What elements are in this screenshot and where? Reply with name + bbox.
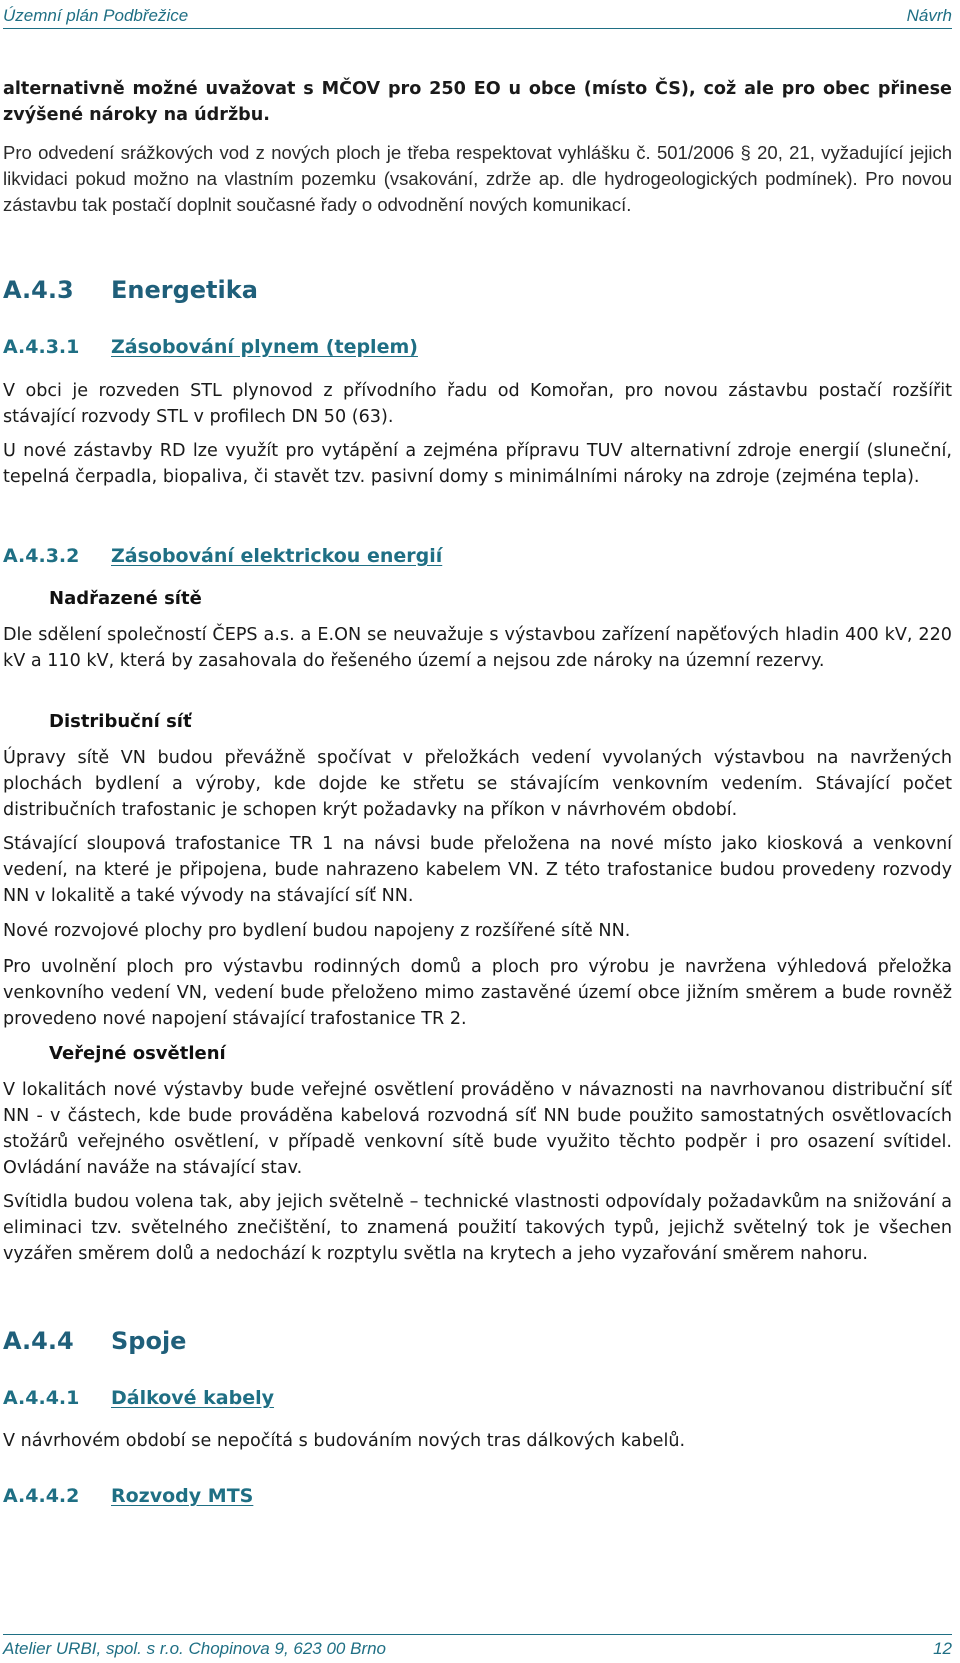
section-title: Zásobování plynem (teplem) <box>111 336 418 358</box>
paragraph-srazkove-vody: Pro odvedení srážkových vod z nových ploch je třeba respektovat vyhlášku č. 501/2006 § 20, 21, vyžadující jejich likvidaci pokud možno na vlastním pozemku (vsakování, zdrže ap. dle hydrogeologických podmínek). Pro novou zástavbu tak postačí doplnit současné řady o odvodnění nových komunikací. <box>3 142 952 215</box>
section-heading-a44 <box>3 1326 186 1356</box>
section-heading-a441 <box>3 1385 274 1411</box>
paragraph-plynovod: V obci je rozveden STL plynovod z přívodního řadu od Komořan, pro novou zástavbu postačí rozšířit stávající rozvody STL v profilech DN 50 (63). <box>3 381 952 427</box>
section-title: Dálkové kabely <box>111 1387 275 1409</box>
company-address: Atelier URBI, spol. s r.o. Chopinova 9, 623 00 Brno <box>3 1639 387 1658</box>
subheading-verejne-osvetleni: Veřejné osvětlení <box>49 1043 226 1064</box>
section-heading-a43 <box>3 275 258 305</box>
paragraph-nove-plochy: Nové rozvojové plochy pro bydlení budou napojeny z rozšířené sítě NN. <box>3 921 631 941</box>
section-number: A.4.3.2 <box>3 545 80 567</box>
paragraph-svitidla: Svítidla budou volena tak, aby jejich světelně – technické vlastnosti odpovídaly požadavkům na snižování a eliminaci tzv. světelného znečištění, to znamená použití takových typů, jejichž světelný tok je všechen vyzářen směrem dolů a nedochází k rozptylu světla na krytech a jeho vyzařování směrem nahoru. <box>3 1192 952 1264</box>
paragraph-ceps: Dle sdělení společností ČEPS a.s. a E.ON se neuvažuje s výstavbou zařízení napěťových hladin 400 kV, 220 kV a 110 kV, která by zasahovala do řešeného území a nejsou zde nároky na územní rezervy. <box>3 625 952 671</box>
section-number: A.4.4.1 <box>3 1387 80 1409</box>
paragraph-mcov: alternativně možné uvažovat s MČOV pro 250 EO u obce (místo ČS), což ale pro obec přinese zvýšené nároky na údržbu. <box>3 79 952 125</box>
section-number: A.4.4.2 <box>3 1485 80 1507</box>
document-status: Návrh <box>906 6 952 25</box>
paragraph-uvolneni-ploch: Pro uvolnění ploch pro výstavbu rodinných domů a ploch pro výrobu je navržena výhledová přeložka venkovního vedení VN, vedení bude přeloženo mimo zastavěné území obce jižním směrem a bude rovněž provedeno nové napojení stávající trafostanice TR 2. <box>3 957 952 1029</box>
paragraph-alternativni-zdroje: U nové zástavby RD lze využít pro vytápění a zejména přípravu TUV alternativní zdroje energií (sluneční, tepelná čerpadla, biopaliva, či stavět tzv. pasivní domy s minimálními nároky na zdroje (zejména tepla). <box>3 441 952 487</box>
paragraph-osvetleni: V lokalitách nové výstavby bude veřejné osvětlení prováděno v návaznosti na navrhovanou distribuční síť NN - v částech, kde bude prováděna kabelová rozvodná síť NN bude použito samostatných osvětlovacích stožárů veřejného osvětlení, v případě venkovní sítě bude využito těchto podpěr i pro osazení svítidel. Ovládání naváže na stávající stav. <box>3 1080 952 1178</box>
document-title: Územní plán Podbřežice <box>3 6 189 25</box>
section-title: Rozvody MTS <box>111 1485 254 1507</box>
section-number: A.4.3 <box>3 276 74 304</box>
section-title: Zásobování elektrickou energií <box>111 545 443 567</box>
subheading-nadrazene-site: Nadřazené sítě <box>49 588 202 609</box>
paragraph-tr1: Stávající sloupová trafostanice TR 1 na návsi bude přeložena na nové místo jako kiosková a venkovní vedení, na které je připojena, bude nahrazeno kabelem VN. Z této trafostanice budou provedeny rozvody NN v lokalitě a také vývody na stávající síť NN. <box>3 834 952 906</box>
paragraph-dalkove-kabely: V návrhovém období se nepočítá s budováním nových tras dálkových kabelů. <box>3 1431 686 1451</box>
section-title: Energetika <box>111 276 258 304</box>
section-number: A.4.4 <box>3 1327 74 1355</box>
page-footer <box>3 1634 952 1663</box>
section-heading-a431 <box>3 334 418 360</box>
section-heading-a432 <box>3 543 442 569</box>
subheading-distribucni-sit: Distribuční síť <box>49 711 192 732</box>
page-header <box>3 4 952 29</box>
page-number: 12 <box>933 1639 952 1658</box>
section-title: Spoje <box>111 1327 187 1355</box>
section-number: A.4.3.1 <box>3 336 80 358</box>
paragraph-vn: Úpravy sítě VN budou převážně spočívat v přeložkách vedení vyvolaných výstavbou na navržených plochách bydlení a výroby, kde dojde ke střetu se stávajícím venkovním vedením. Stávající počet distribučních trafostanic je schopen krýt požadavky na příkon v návrhovém období. <box>3 748 952 820</box>
section-heading-a442 <box>3 1483 253 1509</box>
